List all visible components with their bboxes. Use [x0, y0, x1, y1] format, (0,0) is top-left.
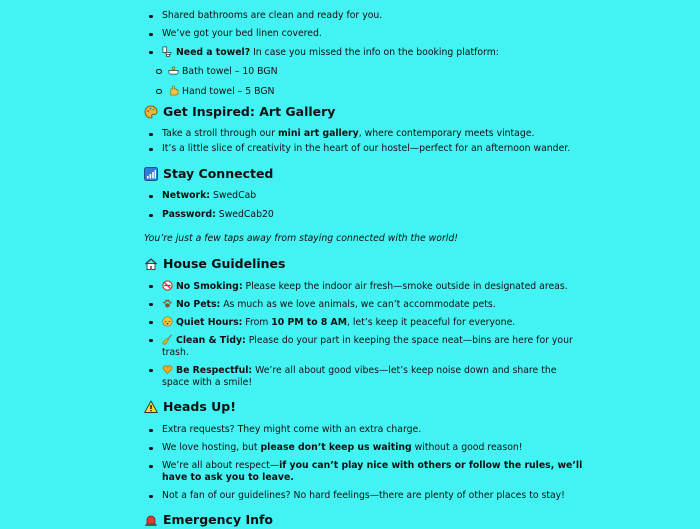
rule-label: No Pets: [176, 299, 221, 310]
art-gallery-link-text: mini art gallery [277, 128, 359, 139]
list-item [162, 442, 584, 454]
wifi-note: You’re just a few taps away from staying connected with the world! [144, 233, 458, 244]
rule-text: We’re all about good vibes—let’s keep noise down and share the space with a smile! [162, 365, 557, 388]
heart-icon [162, 364, 173, 375]
no-smoking-icon [162, 280, 173, 291]
rule-text: , let’s keep it peaceful for everyone. [346, 317, 516, 328]
rule-label: Be Respectful: [176, 365, 253, 376]
wifi-title: Stay Connected [163, 166, 274, 181]
list-item: Shared bathrooms are clean and ready for you. [162, 10, 584, 22]
sleeping-face-icon [162, 316, 173, 327]
siren-icon [144, 513, 158, 527]
rule-label: Clean & Tidy: [176, 335, 246, 346]
towel-text: In case you missed the info on the booking platform: [250, 47, 499, 58]
heads-up-list [144, 424, 584, 502]
list-item: Not a fan of our guidelines? No hard feelings—there are plenty of other places to stay! [162, 490, 584, 502]
house-icon [144, 257, 158, 271]
wifi-list [144, 190, 584, 221]
signal-icon [144, 167, 158, 181]
hand-towel-price: Hand towel – 5 BGN [182, 86, 275, 97]
list-item [162, 334, 584, 359]
rule-text: From [242, 317, 272, 328]
hand-icon [168, 85, 179, 96]
list-item [162, 364, 584, 389]
paw-icon [162, 298, 173, 309]
list-item [162, 190, 584, 202]
list-item [168, 85, 584, 98]
art-list [144, 128, 584, 155]
bath-towel-price: Bath towel – 10 BGN [182, 66, 278, 77]
password-label: Password: [162, 209, 216, 220]
palette-icon [144, 105, 158, 119]
heads-up-title: Heads Up! [163, 399, 236, 414]
network-value: SwedCab [210, 190, 257, 201]
password-value: SwedCab20 [215, 209, 274, 220]
heads-up-emphasis: if you can’t play nice with others or follow the rules, we’ll have to ask you to leave. [162, 460, 583, 483]
rule-label: Quiet Hours: [176, 317, 243, 328]
toilet-icon [162, 46, 173, 57]
document-content [144, 0, 584, 529]
list-item [162, 46, 584, 59]
rules-list [144, 280, 584, 389]
rule-text: Please do your part in keeping the space neat—bins are here for your trash. [162, 335, 573, 358]
rules-heading [144, 255, 584, 273]
art-title: Get Inspired: Art Gallery [163, 104, 336, 119]
network-label: Network: [162, 190, 210, 201]
warning-icon [144, 400, 158, 414]
list-item [162, 316, 584, 329]
list-item: It’s a little slice of creativity in the heart of our hostel—perfect for an afternoon wander. [162, 143, 584, 155]
list-item [168, 65, 584, 78]
wifi-heading [144, 165, 584, 183]
heads-up-emphasis: please don’t keep us waiting [260, 442, 412, 453]
towel-heading: Need a towel? [176, 47, 251, 58]
art-text: Take a stroll through our [162, 128, 278, 139]
list-item [162, 298, 584, 311]
list-item [162, 460, 584, 484]
list-item [162, 209, 584, 221]
art-text: , where contemporary meets vintage. [358, 128, 535, 139]
cut-off-heading [144, 0, 584, 2]
emergency-heading [144, 511, 584, 529]
heads-up-text: We’re all about respect— [162, 460, 280, 471]
emergency-title: Emergency Info [163, 512, 274, 527]
heads-up-text: without a good reason! [411, 442, 523, 453]
bathtub-icon [168, 65, 179, 76]
broom-icon [162, 334, 173, 345]
list-item [162, 128, 584, 140]
towel-list [144, 65, 584, 98]
quiet-hours-time: 10 PM to 8 AM [271, 317, 347, 328]
heads-up-text: We love hosting, but [162, 442, 261, 453]
list-item: We’ve got your bed linen covered. [162, 28, 584, 40]
rules-title: House Guidelines [163, 256, 286, 271]
art-heading [144, 103, 584, 121]
rule-text: Please keep the indoor air fresh—smoke outside in designated areas. [242, 281, 568, 292]
list-item: Extra requests? They might come with an extra charge. [162, 424, 584, 436]
rule-text: As much as we love animals, we can’t accommodate pets. [220, 299, 496, 310]
heads-up-heading [144, 398, 584, 416]
list-item [162, 280, 584, 293]
rule-label: No Smoking: [176, 281, 243, 292]
bathroom-list [144, 10, 584, 59]
